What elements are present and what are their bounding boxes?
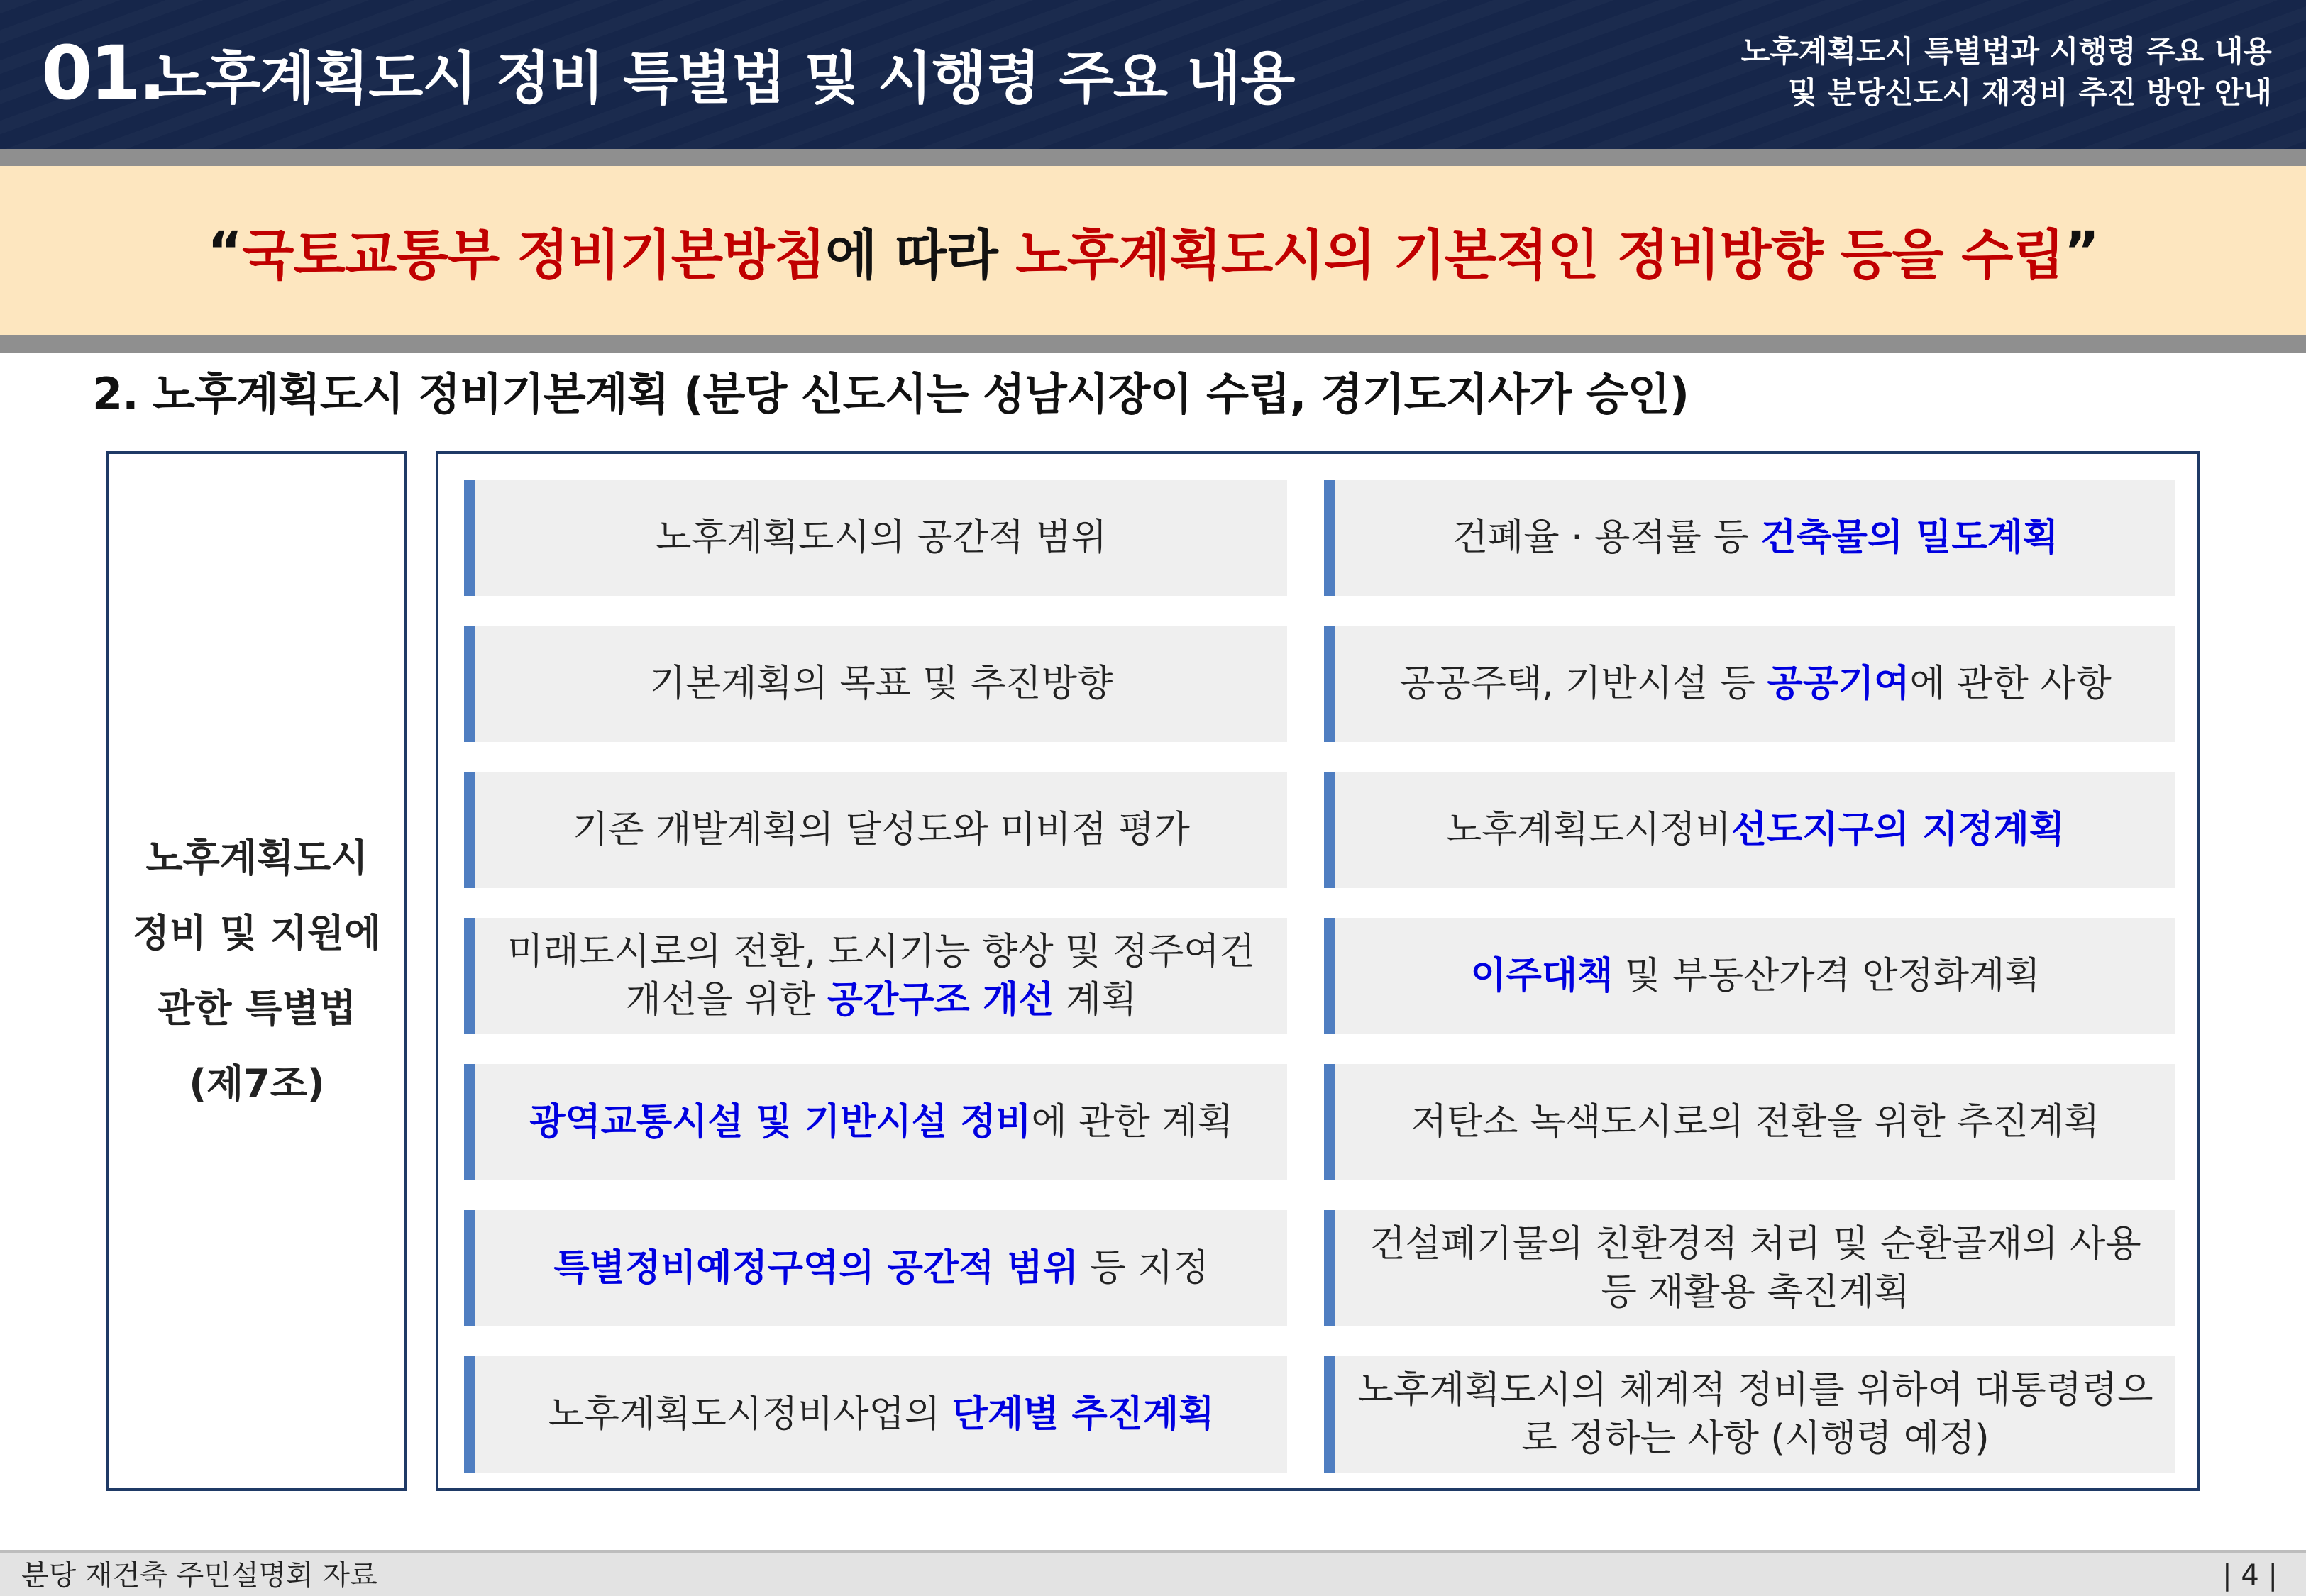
plan-item — [1324, 1356, 2175, 1473]
plan-item-text: 미래도시로의 전환, 도시기능 향상 및 정주여건 개선을 위한 — [507, 931, 1267, 1021]
plan-item-text: 광역교통시설 및 기반시설 정비 — [529, 1101, 1032, 1143]
header-subtitle — [1741, 31, 2272, 113]
plan-item-text: 노후계획도시정비 — [1445, 809, 1731, 851]
banner-highlight-1: 국토교통부 정비기본방침 — [242, 223, 826, 287]
plan-item — [464, 918, 1287, 1034]
plan-item-text: 건설폐기물의 친환경적 처리 및 순환골재의 사용 등 재활용 촉진계획 — [1369, 1223, 2141, 1314]
key-message-banner — [0, 166, 2306, 335]
banner-highlight-2: 노후계획도시의 기본적인 정비방향 등을 수립 — [1015, 223, 2064, 287]
plan-item-text: 에 관한 계획 — [1031, 1101, 1233, 1143]
plan-item-text: 기본계획의 목표 및 추진방향 — [649, 663, 1113, 705]
plan-item — [464, 1356, 1287, 1473]
law-article: (제7조) — [189, 1061, 325, 1106]
plan-item — [1324, 480, 2175, 596]
plan-items-box — [436, 451, 2200, 1491]
plan-item-text: 노후계획도시정비사업의 — [548, 1393, 952, 1436]
plan-item-text: 선도지구의 지정계획 — [1731, 809, 2065, 851]
plan-item — [464, 626, 1287, 742]
law-reference-box — [106, 451, 407, 1491]
divider-top — [0, 149, 2306, 166]
plan-item-text: 건축물의 밀도계획 — [1760, 516, 2059, 559]
page-number: | 4 | — [2222, 1559, 2278, 1592]
plan-item-text: 특별정비예정구역의 공간적 범위 — [553, 1247, 1078, 1290]
header-bar — [0, 0, 2306, 149]
plan-item-text: 공간구조 개선 — [827, 979, 1054, 1021]
plan-item — [464, 1210, 1287, 1326]
plan-item — [1324, 1064, 2175, 1180]
plan-item-text: 등 지정 — [1078, 1247, 1209, 1290]
plan-item-text: 단계별 추진계획 — [951, 1393, 1215, 1436]
plan-item — [1324, 1210, 2175, 1326]
page-title: 노후계획도시 정비 특별법 및 시행령 주요 내용 — [152, 45, 1295, 111]
plan-item-text: 및 부동산가격 안정화계획 — [1613, 955, 2041, 997]
banner-text: 에 따라 — [825, 223, 1016, 287]
law-name-line1: 노후계획도시 — [145, 836, 368, 880]
plan-item-text: 공공주택, 기반시설 등 — [1399, 663, 1767, 705]
plan-item — [464, 772, 1287, 888]
section-number: 01. — [41, 30, 164, 116]
banner-open-quote: “ — [207, 218, 243, 282]
plan-item-text: 계획 — [1054, 979, 1137, 1021]
law-name-line2: 정비 및 지원에 — [132, 911, 382, 955]
plan-item — [1324, 626, 2175, 742]
section-title: 2. 노후계획도시 정비기본계획 (분당 신도시는 성남시장이 수립, 경기도지사가 승인) — [92, 368, 1689, 420]
plan-item-text: 저탄소 녹색도시로의 전환을 위한 추진계획 — [1411, 1101, 2100, 1143]
plan-item-text: 건폐율 · 용적률 등 — [1452, 516, 1761, 559]
plan-item-text: 공공기여 — [1767, 663, 1910, 705]
plan-item-text: 기존 개발계획의 달성도와 미비점 평가 — [573, 809, 1190, 851]
divider-bottom — [0, 335, 2306, 353]
plan-item-text: 에 관한 사항 — [1909, 663, 2112, 705]
plan-item-text: 이주대책 — [1470, 955, 1613, 997]
plan-item-text: 노후계획도시의 공간적 범위 — [656, 516, 1107, 559]
footer-document-name: 분당 재건축 주민설명회 자료 — [21, 1559, 377, 1592]
plan-item — [464, 480, 1287, 596]
plan-item-text: 노후계획도시의 체계적 정비를 위하여 대통령령으로 정하는 사항 (시행령 예정) — [1357, 1369, 2153, 1460]
plan-item — [1324, 772, 2175, 888]
plan-item — [464, 1064, 1287, 1180]
page-number-value: 4 — [2241, 1559, 2259, 1592]
plan-item — [1324, 918, 2175, 1034]
header-subtitle-line1: 노후계획도시 특별법과 시행령 주요 내용 — [1740, 34, 2272, 69]
header-subtitle-line2: 및 분당신도시 재정비 추진 방안 안내 — [1788, 75, 2272, 110]
law-name-line3: 관한 특별법 — [158, 986, 356, 1031]
banner-close-quote: ” — [2063, 218, 2099, 282]
